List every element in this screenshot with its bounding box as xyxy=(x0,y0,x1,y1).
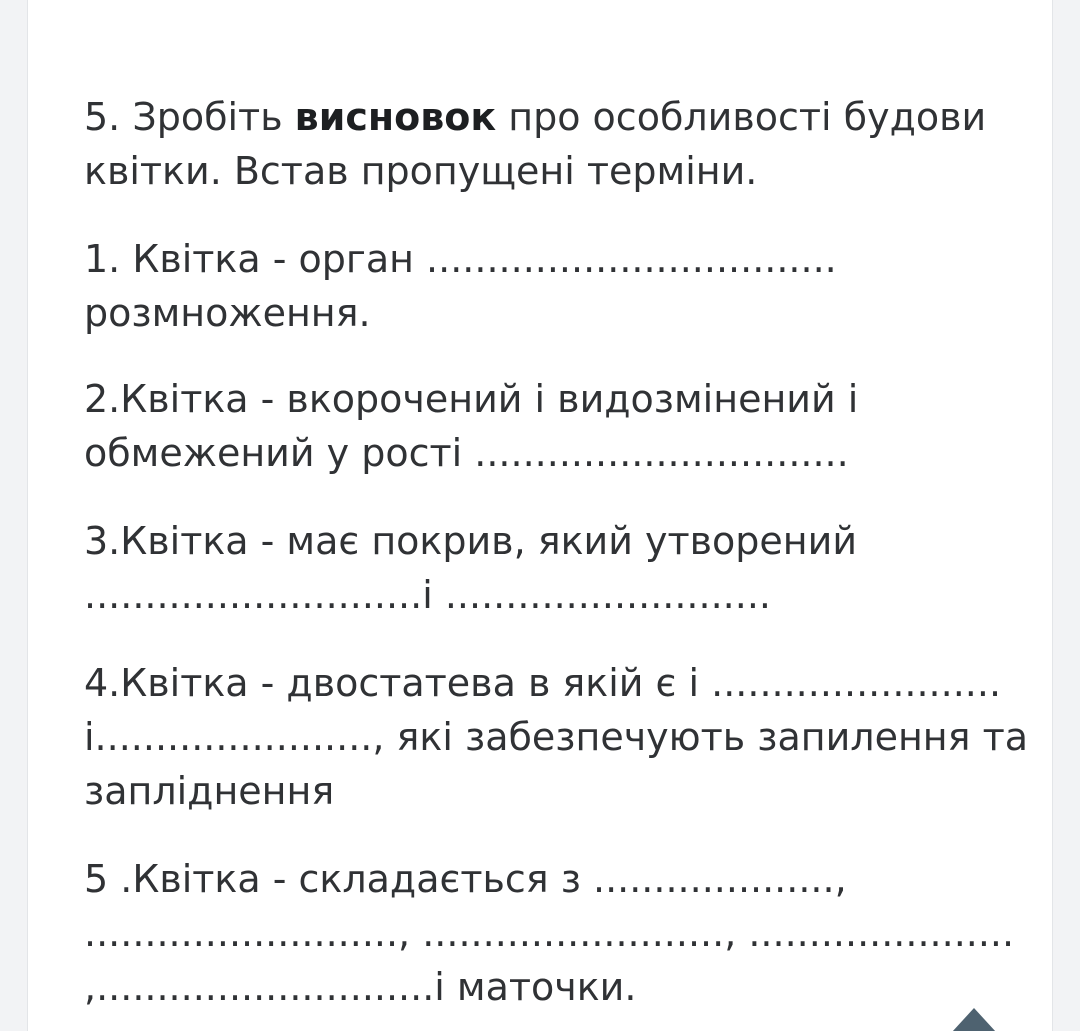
list-item-5: 5 .Квітка - складається з ...................., .........................., ........................., ...................... ,............................і маточки. xyxy=(84,857,1015,1009)
answer-card xyxy=(27,0,1053,1031)
list-item-2: 2.Квітка - вкорочений і видозмінений і обмежений у рості ............................... xyxy=(84,377,859,475)
list-item-4: 4.Квітка - двостатева в якій є і ........................ і......................., які забезпечують запилення та запліднення xyxy=(84,661,1029,813)
list-item-1: 1. Квітка - орган .................................. розмноження. xyxy=(84,237,837,335)
task-intro-line-2: квітки. Встав пропущені терміни. xyxy=(84,149,758,193)
task-intro-line-1: 5. Зробіть висновок про особливості будови xyxy=(84,95,987,139)
task-intro xyxy=(84,90,986,198)
triangle-up-icon[interactable] xyxy=(952,1008,996,1031)
task-keyword: висновок xyxy=(294,95,497,139)
list-item-3: 3.Квітка - має покрив, який утворений ............................і ........................... xyxy=(84,519,858,617)
